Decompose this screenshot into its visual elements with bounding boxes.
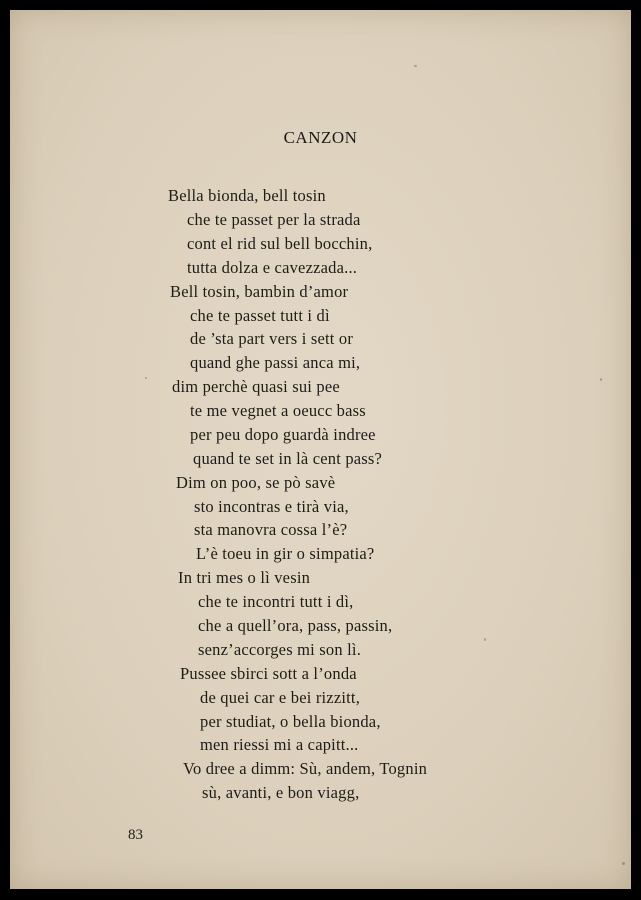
verse-line-22: de quei car e bei rizzitt, — [200, 688, 361, 707]
verse-line-7: de ’sta part vers i sett or — [190, 329, 354, 348]
verse-line-10: te me vegnet a oeucc bass — [190, 401, 366, 420]
paper-speck — [600, 378, 602, 381]
verse-line-4: tutta dolza e cavezzada... — [187, 258, 358, 277]
verse-line-16: L’è toeu in gir o simpatia? — [196, 544, 375, 563]
verse-line-15: sta manovra cossa l’è? — [194, 520, 348, 539]
verse-line-5: Bell tosin, bambin d’amor — [170, 282, 349, 301]
verse-line-3: cont el rid sul bell bocchin, — [187, 234, 373, 253]
verse-line-8: quand ghe passi anca mi, — [190, 353, 361, 372]
verse-line-12: quand te set in là cent pass? — [193, 449, 383, 468]
book-page — [10, 10, 631, 889]
verse-line-13: Dim on poo, se pò savè — [176, 473, 336, 492]
paper-speck — [414, 65, 417, 67]
verse-line-6: che te passet tutt i dì — [190, 306, 330, 325]
verse-line-21: Pussee sbirci sott a l’onda — [180, 664, 357, 683]
verse-line-17: In tri mes o lì vesin — [178, 568, 311, 587]
page-number: 83 — [128, 827, 143, 843]
verse-line-1: Bella bionda, bell tosin — [168, 186, 326, 205]
verse-line-18: che te incontri tutt i dì, — [198, 592, 354, 611]
verse-line-25: Vo dree a dimm: Sù, andem, Tognin — [183, 759, 428, 778]
verse-line-26: sù, avanti, e bon viagg, — [202, 783, 360, 802]
verse-line-9: dim perchè quasi sui pee — [172, 377, 340, 396]
verse-line-24: men riessi mi a capitt... — [200, 735, 359, 754]
paper-speck — [145, 377, 147, 379]
verse-line-2: che te passet per la strada — [187, 210, 361, 229]
poem-title: CANZON — [283, 128, 358, 147]
verse-line-11: per peu dopo guardà indree — [190, 425, 376, 444]
verse-line-20: senz’accorges mi son lì. — [198, 640, 362, 659]
verse-line-14: sto incontras e tirà via, — [194, 497, 349, 516]
verse-line-19: che a quell’ora, pass, passin, — [198, 616, 393, 635]
verse-line-23: per studiat, o bella bionda, — [200, 712, 381, 731]
paper-speck — [484, 638, 486, 641]
paper-speck — [622, 862, 625, 865]
